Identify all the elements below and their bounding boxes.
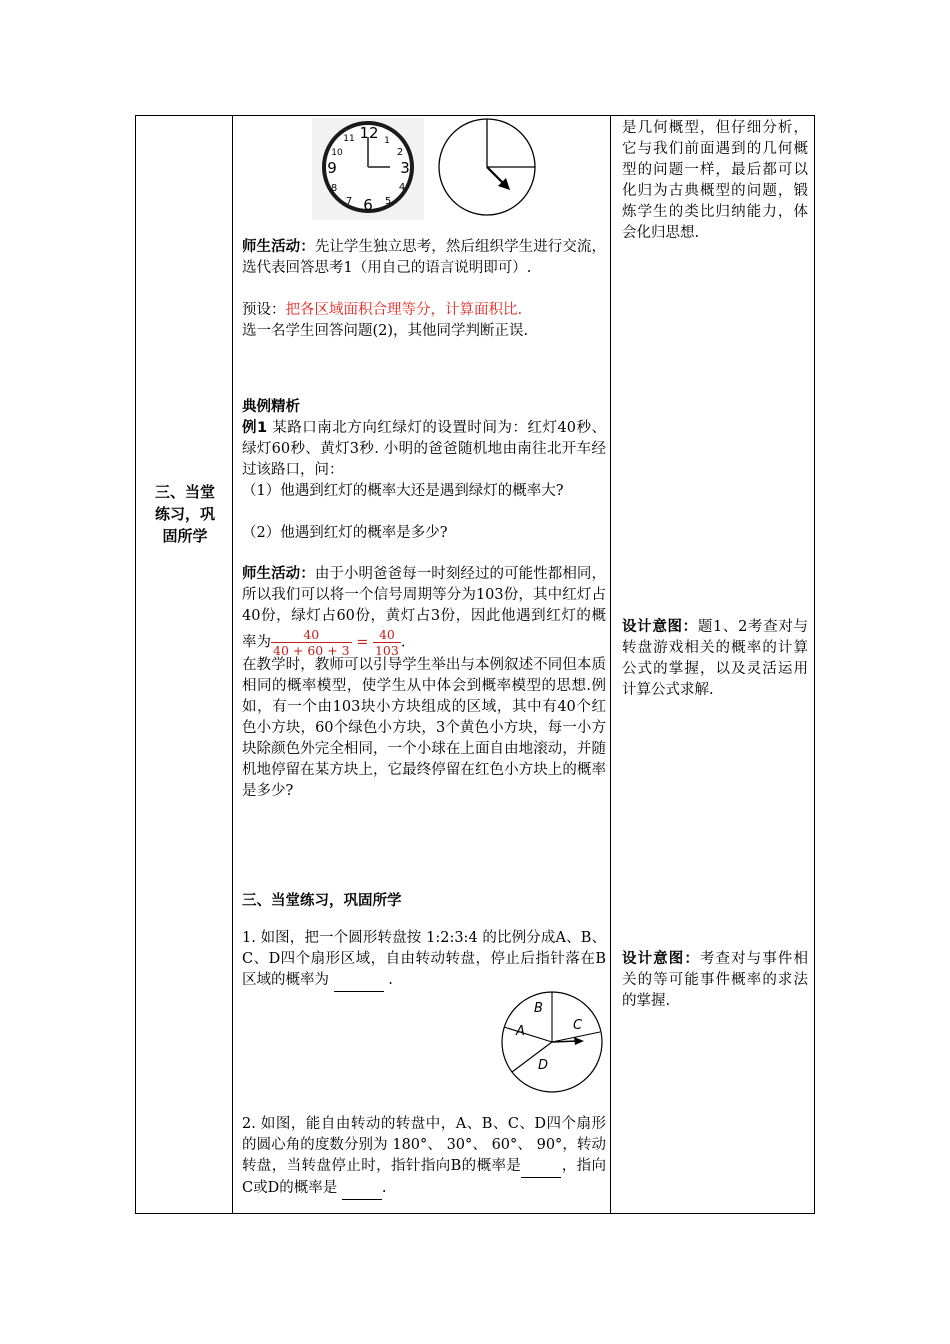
clock-number: 12 xyxy=(359,124,379,142)
activity1-text: 先让学生独立思考，然后组织学生进行交流，选代表回答思考1（用自己的语言说明即可）. xyxy=(242,239,606,276)
preset-paragraph xyxy=(242,300,606,321)
answer-blank-3[interactable] xyxy=(342,1178,382,1200)
clock-number: 1 xyxy=(384,136,390,146)
clock-number: 7 xyxy=(345,196,353,207)
clock-number: 9 xyxy=(327,159,337,177)
example-text: 某路口南北方向红绿灯的设置时间为：红灯40秒、绿灯60秒、黄灯3秒. 小明的爸爸随机地由南往北开车经过该路口，问： xyxy=(242,420,606,478)
design-note-2-label: 设计意图： xyxy=(622,619,698,635)
example-paragraph xyxy=(242,418,606,481)
spinner-label-a: A xyxy=(516,1024,525,1039)
fraction-result-denominator: 103 xyxy=(374,643,399,658)
practice-heading: 三、当堂练习，巩固所学 xyxy=(242,893,402,909)
practice-question-1 xyxy=(242,928,606,992)
answer-blank-1[interactable] xyxy=(334,970,384,992)
equals-sign: = xyxy=(356,634,369,651)
example-heading: 典例精析 xyxy=(242,399,300,415)
lesson-table xyxy=(135,115,815,1214)
clock-number: 5 xyxy=(384,196,392,207)
column-divider xyxy=(610,116,611,1213)
fraction-denominator: 40 + 60 + 3 xyxy=(273,643,350,658)
question-1-text: 1. 如图，把一个圆形转盘按 1:2:3:4 的比例分成A、B、C、D四个扇形区域，自由转动转盘，停止后指针落在B区域的概率为 xyxy=(242,930,606,988)
spinner-label-b: B xyxy=(534,1001,543,1016)
preset-label: 预设： xyxy=(242,302,286,318)
question-2-middle: ，指向C或D的概率是 xyxy=(242,1158,607,1196)
clock-number: 4 xyxy=(398,182,406,193)
clock-number: 6 xyxy=(363,196,373,214)
design-intent-column xyxy=(622,116,808,1213)
clock-number: 10 xyxy=(331,148,343,158)
answer-blank-2[interactable] xyxy=(521,1156,561,1178)
spinner-figure xyxy=(498,989,608,1097)
practice-question-2 xyxy=(242,1114,606,1200)
question-1-end: . xyxy=(388,972,393,988)
activity2-text: 由于小明爸爸每一时刻经过的可能性都相同，所以我们可以将一个信号周期等分为103份，其中红灯占40份，绿灯占60份，黄灯占3份，因此他遇到红灯的概率为 xyxy=(242,566,606,651)
clock-number: 2 xyxy=(396,147,404,158)
clock-number: 11 xyxy=(343,134,355,144)
fraction-numerator: 40 xyxy=(271,627,352,643)
example-question-2: （2）他遇到红灯的概率是多少? xyxy=(242,525,448,541)
question-2-end: . xyxy=(381,1180,387,1196)
design-note-2-text: 题1、2考查对与转盘游戏相关的概率的计算公式的掌握，以及灵活运用计算公式求解. xyxy=(622,619,809,698)
question-2-text: 2. 如图，能自由转动的转盘中，A、B、C、D四个扇形的圆心角的度数分别为 180°、 30°、 60°、 90°，转动转盘，当转盘停止时，指针指向B的概率是 xyxy=(242,1116,606,1174)
probability-fraction xyxy=(271,627,352,658)
probability-fraction-result xyxy=(373,627,401,658)
spinner-label-c: C xyxy=(573,1018,583,1033)
preset-text: 把各区域面积合理等分，计算面积比. xyxy=(285,302,523,318)
activity2-label: 师生活动： xyxy=(242,566,315,582)
teaching-paragraph: 在教学时，教师可以引导学生举出与本例叙述不同但本质相同的概率模型，使学生从中体会到概率模型的思想.例如，有一个由103块小方块组成的区域，其中有40个红色小方块，60个绿色小方块，3个黄色小方块，每一小方块除颜色外完全相同，一个小球在上面自由地滚动，并随机地停留在某方块上，它最终停留在红色小方块上的概率是多少? xyxy=(242,657,606,799)
select-student-text: 选一名学生回答问题(2)，其他同学判断正误. xyxy=(242,323,529,339)
design-note-3-text: 考查对与事件相关的等可能事件概率的求法的掌握. xyxy=(622,951,809,1009)
design-note-3 xyxy=(622,949,808,1012)
example-label: 例1 xyxy=(242,420,268,436)
design-note-2 xyxy=(622,617,808,701)
clock-number: 8 xyxy=(330,183,338,194)
spinner-label-d: D xyxy=(538,1058,549,1073)
activity2-paragraph xyxy=(242,564,606,658)
column-divider xyxy=(232,116,233,1213)
content-column xyxy=(242,116,606,1213)
example-question-1: （1）他遇到红灯的概率大还是遇到绿灯的概率大? xyxy=(242,483,564,499)
stage-column xyxy=(136,116,232,1213)
spinner-pointer xyxy=(552,1041,578,1042)
activity2-end: . xyxy=(400,634,406,651)
design-note-1: 是几何概型，但仔细分析，它与我们前面遇到的几何概型的问题一样，最后都可以化归为古典概型的问题，锻炼学生的类比归纳能力，体会化归思想. xyxy=(622,120,808,241)
design-note-3-label: 设计意图： xyxy=(622,951,700,967)
stage-title: 三、当堂练习，巩固所学 xyxy=(154,483,215,545)
activity1-label: 师生活动： xyxy=(242,239,315,255)
activity1-paragraph xyxy=(242,237,606,279)
clocks-figure xyxy=(312,118,542,220)
clock-number: 3 xyxy=(400,159,410,177)
fraction-result-numerator: 40 xyxy=(373,627,401,643)
